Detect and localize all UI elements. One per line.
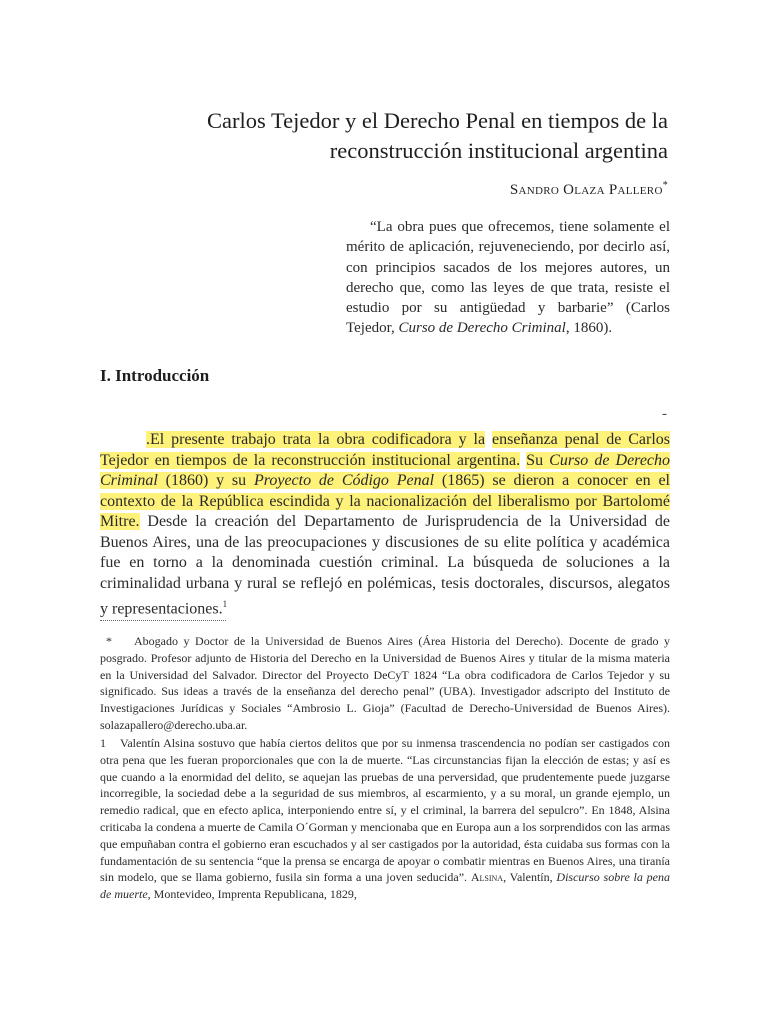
section-heading: I. Introducción	[100, 366, 210, 385]
author-name	[510, 180, 668, 199]
footnote-1-author-rest: , Valentín,	[503, 870, 557, 885]
highlight-3-text-a: Su	[526, 451, 544, 469]
title-line-2: reconstrucción institucional argentina	[329, 138, 668, 163]
body-text-rest: Desde la creación del Departamento de Jurisprudencia de la Universidad de Buenos Aires, una de las preocupaciones y discusiones de su elite política y académica fue en torno a la denominada cuestión criminal. La búsqueda de soluciones a la criminalidad urbana y rural se reflejó en polémicas, tesis doctorales, discursos, alegatos y representaciones.	[100, 513, 670, 618]
footnote-1-work: Discurso sobre la pena de muerte	[100, 870, 671, 902]
stray-mark: -	[662, 406, 667, 422]
footnote-1-tail: , Montevideo, Imprenta Republicana, 1829,	[147, 887, 357, 902]
footnote-star	[100, 633, 670, 734]
highlight-2: enseñanza penal de Carlos Tejedor en tiempos de la reconstrucción institucional argentina.	[100, 431, 671, 469]
highlight-3-work-b: Proyecto de Código Penal	[253, 472, 435, 489]
highlight-1: .El presente trabajo trata la obra codificadora y la	[146, 431, 486, 448]
highlight-3-text-b: (1860) y su	[165, 472, 247, 489]
highlight-3-text-c: (1865) se dieron a conocer en el contexto de la República escindida y la nacionalización del liberalismo por Bartolomé Mitre.	[100, 472, 671, 530]
footnote-star-mark: *	[106, 634, 112, 648]
footnote-1-mark: 1	[100, 736, 106, 750]
footnote-star-text: Abogado y Doctor de la Universidad de Buenos Aires (Área Historia del Derecho). Docente de grado y posgrado. Profesor adjunto de Historia del Derecho en la Universidad de Buenos Aires y titular de la misma materia en la Universidad del Salvador. Director del Proyecto DeCyT 1824 “La obra codificadora de Carlos Tejedor y su significado. Sus ideas a través de la enseñanza del derecho penal” (UBA). Investigador adscripto del Instituto de Investigaciones Jurídicas y Sociales “Ambrosio L. Gioja” (Facultad de Derecho-Universidad de Buenos Aires). solazapallero@derecho.uba.ar.	[100, 634, 670, 732]
body-paragraph	[100, 430, 670, 620]
footnote-ref-1[interactable]: 1	[222, 599, 228, 609]
footnote-1-text: Valentín Alsina sostuvo que había ciertos delitos que por su inmensa trascendencia no podían ser castigados con otra pena que les fueran proporcionales que con la de muerte. “Las circunstancias fijan la elección de estas; y así es que cuando a la enormidad del delito, se aquejan las pruebas de una perversidad, que prudentemente puede juzgarse incorregible, la sociedad debe a la seguridad de sus miembros, al escarmiento, y a su moral, un grande ejemplo, un remedio radical, que en efecto aplica, interponiendo entre sí, y el criminal, la barrera del sepulcro”. En 1848, Alsina criticaba la condena a muerte de Camila O´Gorman y mencionaba que en Europa aun a los sorprendidos con las armas que empuñaban contra el gobierno eran escuchados y al ser castigados por la autoridad, ésta cuidaba sus formas con la fundamentación de su sentencia “que la prensa se encarga de apoyar o combatir mientras en Buenos Aires, una tiranía sin modelo, que se llama gobierno, fusila sin forma a una joven seducida”.	[100, 736, 670, 885]
highlight-3-work-a: Curso de Derecho Criminal	[100, 451, 671, 489]
epigraph-quote	[346, 217, 670, 339]
author-footnote-mark: *	[662, 180, 668, 191]
footnote-1-author: Alsina	[470, 870, 504, 885]
epigraph-work-title: Curso de Derecho Criminal	[398, 320, 566, 337]
epigraph-tail: , 1860).	[565, 320, 613, 337]
footnote-1	[100, 735, 670, 903]
author-name-text: Sandro Olaza Pallero	[509, 182, 663, 198]
epigraph-text: “La obra pues que ofrecemos, tiene solamente el mérito de aplicación, rejuveneciendo, por decirlo así, con principios sacados de los mejores autores, un derecho que, como las leyes de que trata, resiste el estudio por su antigüedad y barbarie” (Carlos Tejedor,	[346, 219, 670, 337]
footnote-separator	[100, 620, 226, 621]
title-line-1: Carlos Tejedor y el Derecho Penal en tiempos de la	[207, 108, 668, 133]
article-title	[108, 106, 668, 166]
